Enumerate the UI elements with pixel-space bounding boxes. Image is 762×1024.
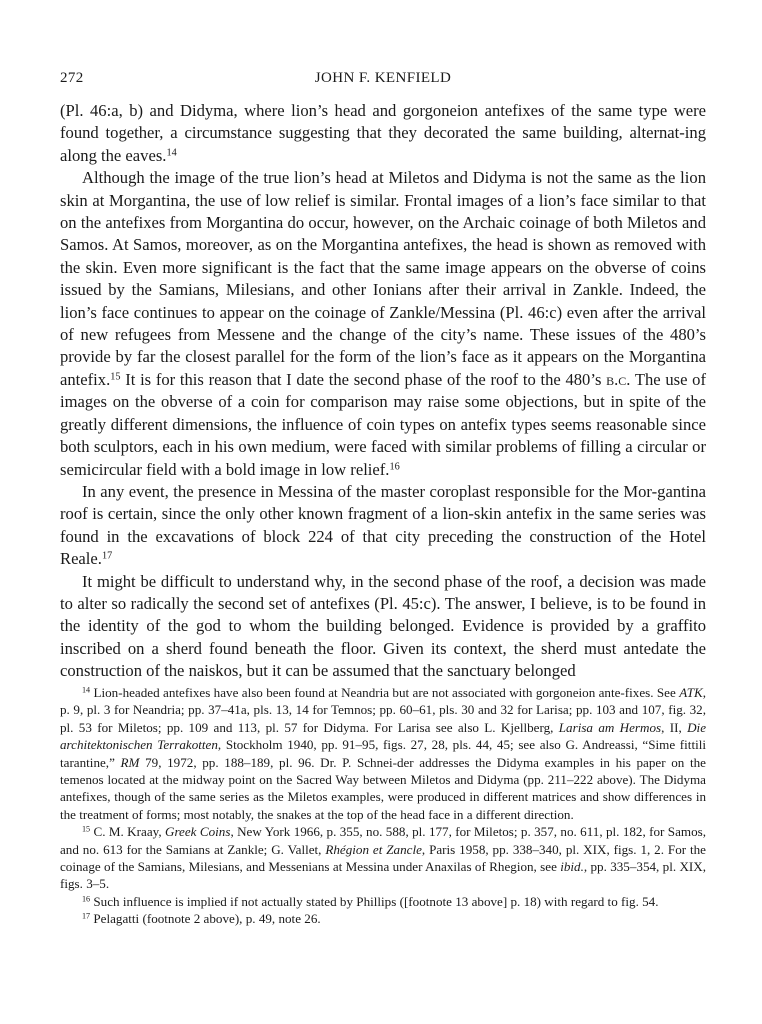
paragraph-3 (60, 481, 706, 571)
footnote-number: 15 (82, 824, 91, 834)
paragraph-2-text-c: The use of images on the obverse of a coin for comparison may raise some objections, but in spite of the greatly different dimensions, the influence of coin types on antefix types seems reasonable since both sculptors, each in his own medium, were faced with similar problems of filling a circular or semicircular field with a bold image in low relief. (60, 369, 706, 479)
paragraph-2-text-a: Although the image of the true lion’s head at Miletos and Didyma is not the same as the lion skin at Morgantina, the use of low relief is similar. Frontal images of a lion’s face similar to that on the antefixes from Morgantina do occur, however, on the Archaic coinage of both Miletos and Samos. At Samos, moreover, as on the Morgantina antefixes, the head is shown as removed with the skin. Even more significant is the fact that the same image appears on the obverse of coins issued by the Samians, Milesians, and other Ionians after their arrival in Zankle. Indeed, the lion’s face continues to appear on the coinage of Zankle/Messina (Pl. 46:c) even after the arrival of new refugees from Messene and the change of the city’s name. These issues of the 480’s provide by far the closest parallel for the form of the lion’s face as it appears on the Morgantina antefix. (60, 168, 706, 389)
body-text (60, 100, 706, 683)
footnote-text: , Paris 1958, pp. 338–340, pl. XIX, figs. 1, 2. For the coinage of the Samians, Milesians, and Messenians at Messina under Anaxilas of Rhegion, see (60, 841, 706, 875)
footnote-ref-15[interactable]: 15 (110, 371, 121, 383)
footnote-text: , II, (661, 719, 688, 735)
paragraph-1-text: (Pl. 46:a, b) and Didyma, where lion’s head and gorgoneion antefixes of the same type were found together, a circumstance suggesting that they decorated the same building, alternat-ing along the eaves. (60, 101, 706, 165)
footnote-15 (60, 823, 706, 893)
footnote-text: Pelagatti (footnote 2 above), p. 49, note 26. (90, 911, 321, 927)
citation-title: RM (120, 754, 140, 770)
running-head: JOHN F. KENFIELD (314, 70, 452, 86)
footnote-text: 79, 1972, pp. 188–189, pl. 96. Dr. P. Schnei-der addresses the Didyma examples in his paper on the temenos located at the midway point on the Sacred Way between Miletos and Didyma (pp. 211–222 above). The Didyma antefixes, though of the same series as the Miletos examples, were produced in different matrices and show differences in the treatment of forms; most notably, the snakes at the top of the head face in a different direction. (60, 754, 706, 822)
footnote-text: , Stockholm 1940, pp. 91–95, figs. 27, 28, pls. 44, 45; see also G. Andreassi, “Sime fittili tarantine,” (60, 737, 706, 770)
footnote-text: Such influence is implied if not actually stated by Phillips ([footnote 13 above] p. 18) with regard to fig. 54. (90, 893, 659, 909)
footnote-ref-14[interactable]: 14 (166, 147, 177, 159)
paragraph-2-text-b: It is for this reason that I date the second phase of the roof to the 480’s (120, 369, 607, 389)
footnote-text: , New York 1966, p. 355, no. 588, pl. 177, for Miletos; p. 357, no. 611, pl. 182, for Samos, and no. 613 for the Samians at Zankle; G. Vallet, (60, 824, 706, 857)
footnote-17 (60, 910, 706, 927)
footnote-text: , pp. 335–354, pl. XIX, figs. 3–5. (60, 859, 707, 892)
page-number: 272 (60, 70, 84, 86)
footnote-ref-17[interactable]: 17 (101, 550, 113, 562)
footnote-number: 17 (82, 911, 91, 921)
footnote-16 (60, 893, 706, 910)
paragraph-4-text: It might be difficult to understand why, in the second phase of the roof, a decision was made to alter so radically the second set of antefixes (Pl. 45:c). The answer, I believe, is to be found in the identity of the god to whom the building belonged. Evidence is provided by a graffito inscribed on a sherd found beneath the floor. Given its context, the sherd must antedate the construction of the naiskos, but it can be assumed that the sanctuary belonged (60, 571, 706, 681)
footnote-text: , p. 9, pl. 3 for Neandria; pp. 37–41a, pls. 13, 14 for Temnos; pp. 60–61, pls. 30 and 32 for Larisa; pp. 103 and 107, fig. 32, pl. 53 for Miletos; pp. 109 and 113, pl. 57 for Didyma. For Larisa see also L. Kjellberg, (60, 685, 706, 735)
footnote-text: C. M. Kraay, (90, 824, 165, 840)
footnote-number: 14 (82, 685, 91, 695)
citation-title: Larisa am Hermos (558, 719, 662, 735)
page-header (60, 70, 706, 94)
paragraph-2 (60, 167, 706, 481)
citation-title: Die architektonischen Terrakotten (60, 719, 706, 753)
footnote-text: Lion-headed antefixes have also been found at Neandria but are not associated with gorgoneion ante-fixes. See (90, 685, 680, 700)
paragraph-4 (60, 571, 706, 683)
footnotes (60, 684, 706, 928)
footnote-14 (60, 684, 706, 823)
footnote-number: 16 (82, 894, 91, 904)
era-abbreviation: b.c. (606, 369, 631, 389)
citation-title: Greek Coins (164, 824, 231, 840)
citation-title: Rhégion et Zancle (325, 841, 422, 857)
citation-title: ATK (679, 685, 703, 700)
footnote-ref-16[interactable]: 16 (389, 460, 400, 472)
paragraph-1 (60, 100, 706, 167)
citation-title: ibid. (560, 859, 584, 875)
paragraph-3-text: In any event, the presence in Messina of the master coroplast responsible for the Mor-gantina roof is certain, since the only other known fragment of a lion-skin antefix in the same series was found in the excavations of block 224 of that city preceding the construction of the Hotel Reale. (60, 481, 706, 569)
